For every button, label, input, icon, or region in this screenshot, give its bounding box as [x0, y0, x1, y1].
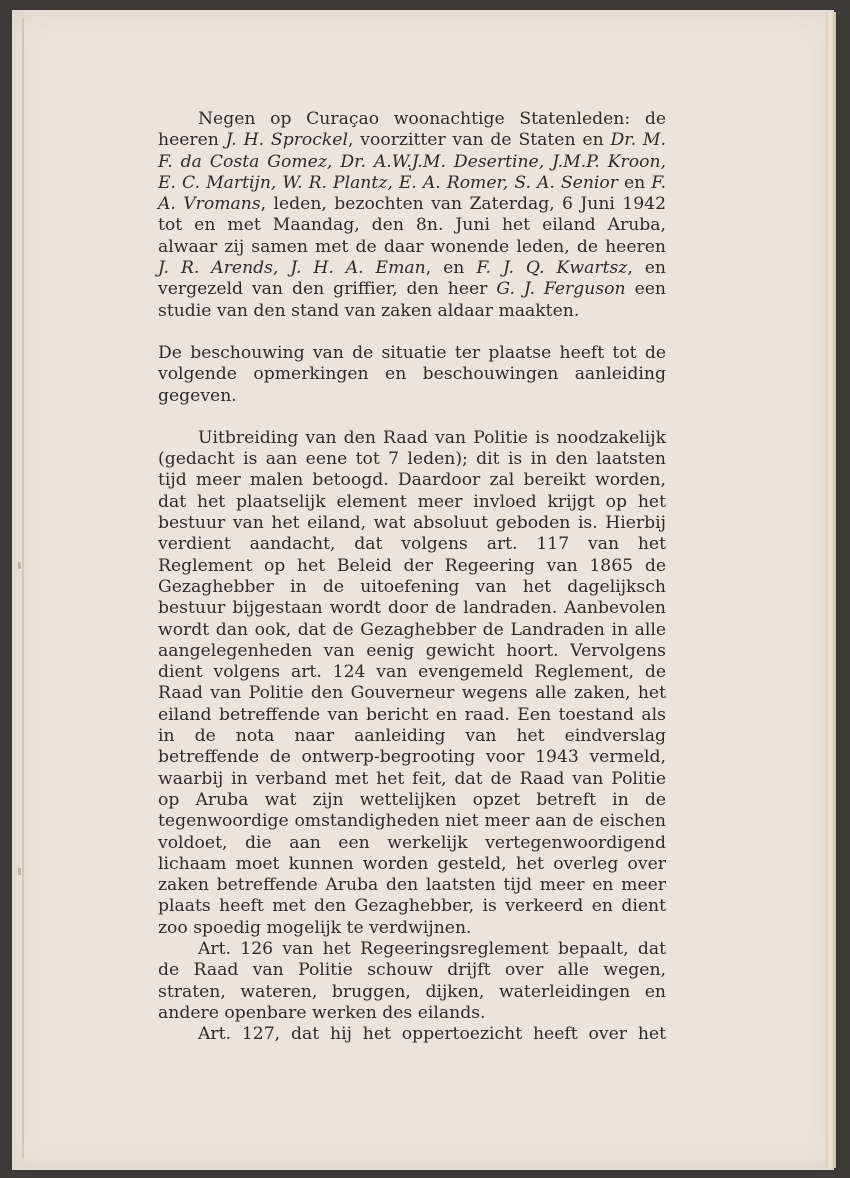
paragraph-beschouwing: De beschouwing van de situatie ter plaatse heeft tot de volgende opmerkingen en beschouwingen aanleiding gegeven.: [158, 342, 666, 406]
margin-mark: [18, 868, 21, 875]
member-names: Dr. M. F. da Costa Gomez, Dr. A.W.J.M. Desertine, J.M.P. Kroon, E. C. Martijn, W. R. Plantz, E. A. Romer, S. A. Senior: [158, 130, 666, 193]
member-names: J. R. Arends, J. H. A. Eman: [158, 258, 426, 279]
member-name: F. J. Q. Kwartsz: [476, 258, 628, 279]
griffier-name: G. J. Ferguson: [496, 279, 626, 300]
body-text: [158, 109, 666, 1045]
paragraph-art-127: Art. 127, dat hij het oppertoezicht heeft over het: [198, 1024, 666, 1045]
paragraph-art-126: Art. 126 van het Regeeringsreglement bepaalt, dat de Raad van Politie schouw drijft over alle wegen, straten, wateren, bruggen, dijken, waterleidingen en andere openbare werken des eilands.: [158, 938, 666, 1023]
page-edge: [826, 12, 836, 1168]
margin-mark: [18, 562, 21, 569]
paragraph-uitbreiding: Uitbreiding van den Raad van Politie is noodzakelijk (gedacht is aan eene tot 7 leden); dit is in den laatsten tijd meer malen betoogd. Daardoor zal bereikt worden, dat het plaatselijk element meer invloed krijgt op het bestuur van het eiland, wat absoluut geboden is. Hierbij verdient aandacht, dat volgens art. 117 van het Reglement op het Beleid der Regeering van 1865 de Gezaghebber in de uitoefening van het dagelijksch bestuur bijgestaan wordt door de landraden. Aanbevolen wordt dan ook, dat de Gezaghebber de Landraden in alle aangelegenheden van eenig gewicht hoort. Vervolgens dient volgens art. 124 van evengemeld Reglement, de Raad van Politie den Gouverneur wegens alle zaken, het eiland betreffende van bericht en raad. Een toestand als in de nota naar aanleiding van het eindverslag betreffende de ontwerp-begrooting voor 1943 vermeld, waarbij in verband met het feit, dat de Raad van Politie op Aruba wat zijn wettelijken opzet betreft in de tegenwoordige omstandigheden niet meer aan de eischen voldoet, die aan een werkelijk vertegenwoordigend lichaam moet kunnen worden gesteld, het overleg over zaken betreffende Aruba den laatsten tijd meer en meer plaats heeft met den Gezaghebber, is verkeerd en dient zoo spoedig mogelijk te verdwijnen.: [158, 427, 666, 938]
page-fold: [22, 18, 24, 1158]
paragraph-statenleden: Negen op Curaçao woonachtige Statenleden: de heeren J. H. Sprockel, voorzitter van de Staten en Dr. M. F. da Costa Gomez, Dr. A.W.J.M. Desertine, J.M.P. Kroon, E. C. Martijn, W. R. Plantz, E. A. Romer, S. A. Senior en F. A. Vromans, leden, bezochten van Zaterdag, 6 Juni 1942 tot en met Maandag, den 8n. Juni het eiland Aruba, alwaar zij samen met de daar wonende leden, de heeren J. R. Arends, J. H. A. Eman, en F. J. Q. Kwartsz, en vergezeld van den griffier, den heer G. J. Ferguson een studie van den stand van zaken aldaar maakten.: [158, 109, 667, 321]
member-name: F. A. Vromans: [158, 172, 666, 215]
member-name: J. H. Sprockel: [225, 130, 348, 151]
